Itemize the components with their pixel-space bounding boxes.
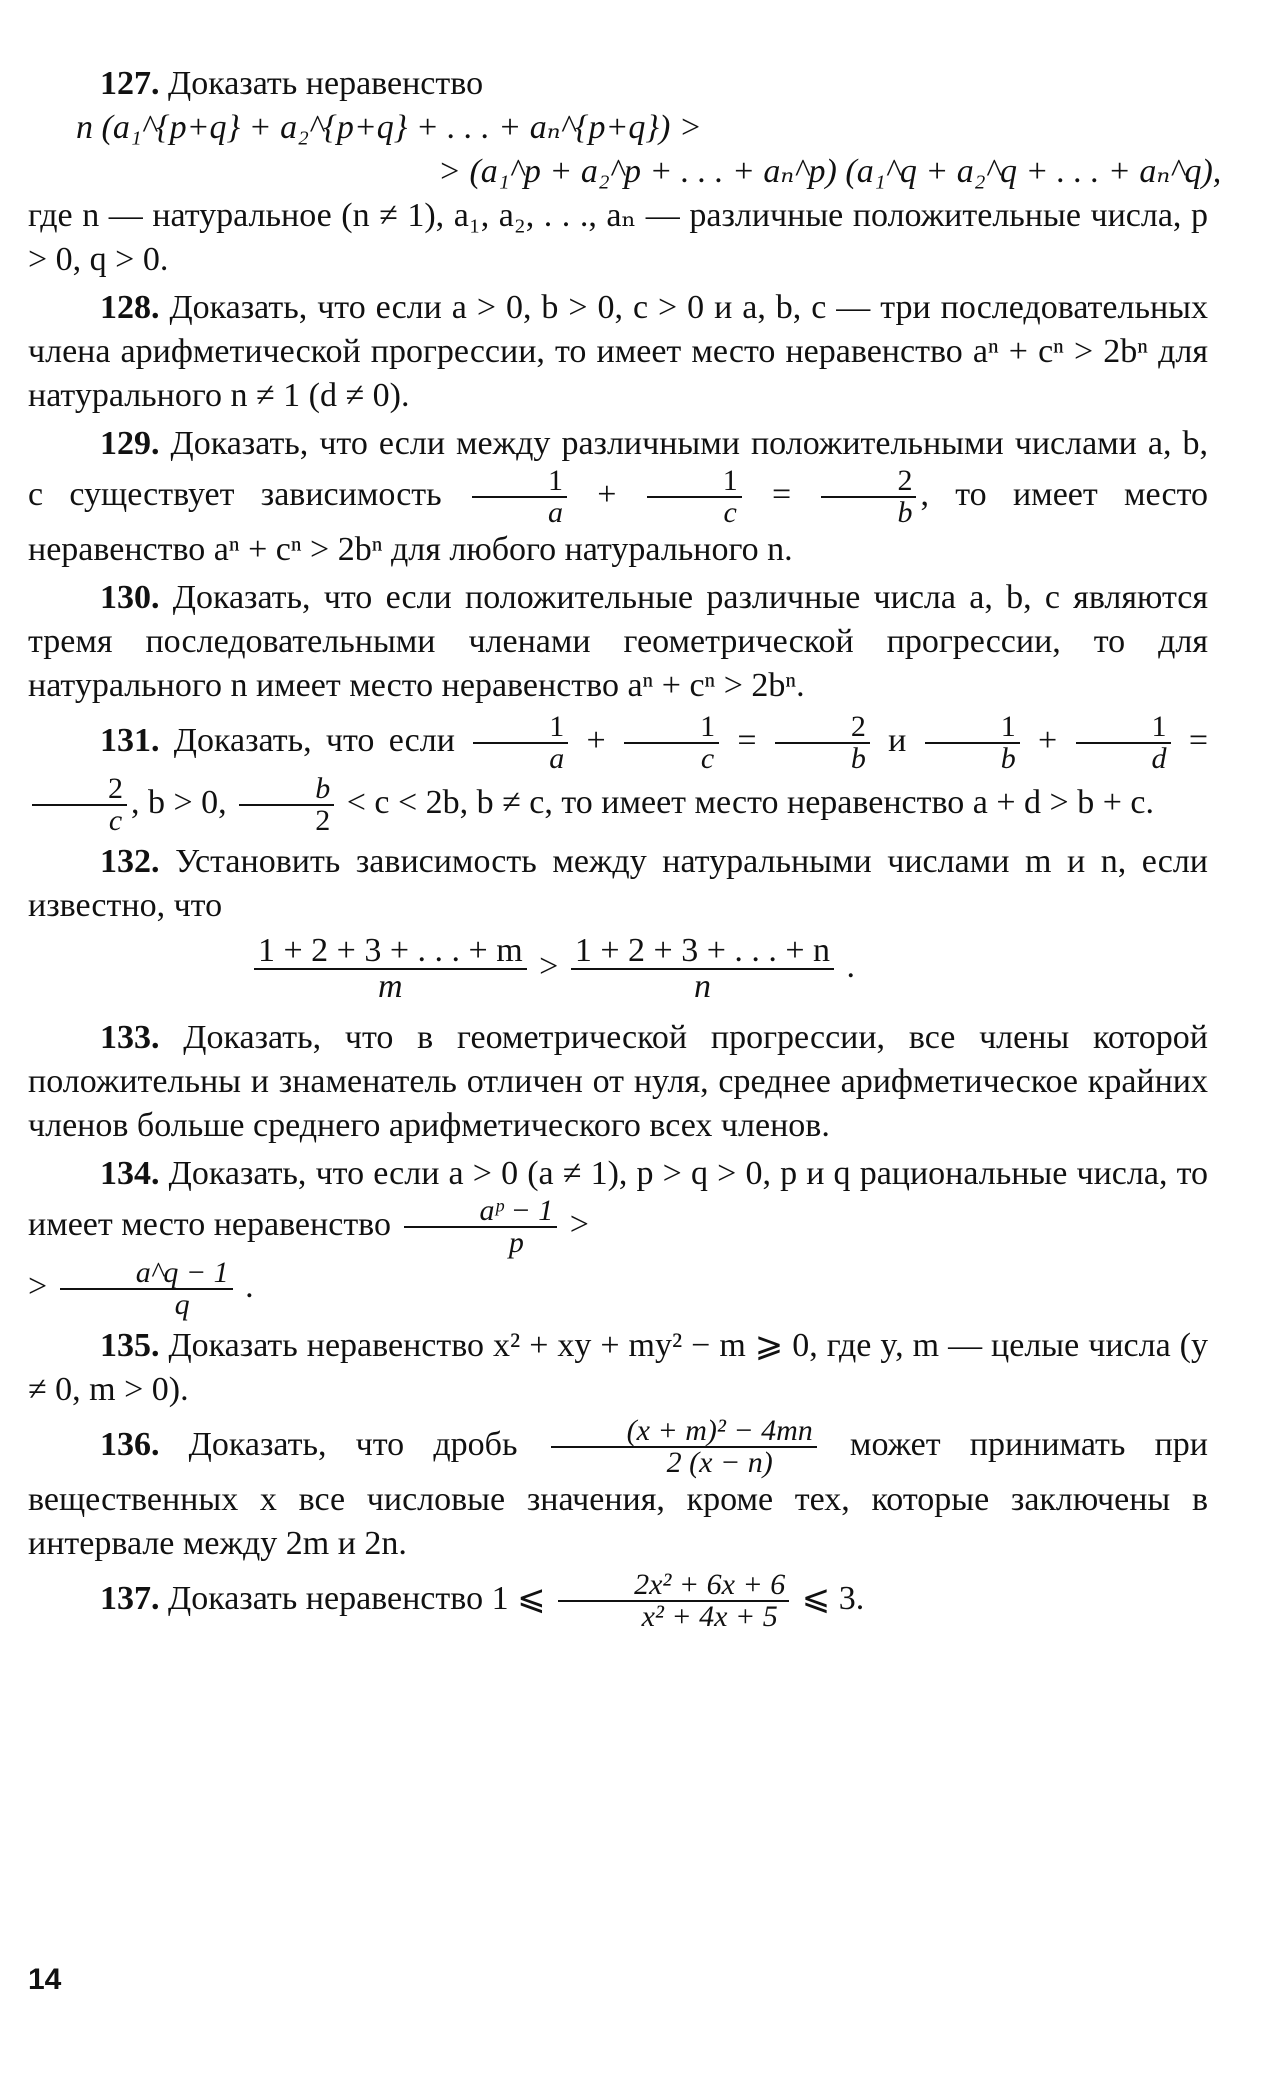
denominator: a bbox=[547, 496, 563, 529]
fraction bbox=[624, 712, 719, 774]
problem-text: Доказать, что если bbox=[159, 721, 470, 759]
problem-135 bbox=[28, 1324, 1208, 1412]
period: . bbox=[236, 1267, 254, 1305]
denominator: c bbox=[723, 496, 737, 529]
problem-text: Доказать неравенство 1 ⩽ bbox=[159, 1579, 555, 1617]
problem-number: 136. bbox=[100, 1425, 160, 1463]
denominator: b bbox=[850, 742, 866, 775]
problem-number: 137. bbox=[100, 1579, 160, 1617]
numerator: (x + m)² − 4mn bbox=[551, 1416, 817, 1448]
problem-number: 135. bbox=[100, 1327, 160, 1364]
problem-text: ⩽ 3. bbox=[793, 1579, 865, 1617]
operator: = bbox=[745, 475, 818, 513]
fraction bbox=[32, 774, 127, 836]
fraction bbox=[775, 712, 870, 774]
numerator: 2x² + 6x + 6 bbox=[558, 1570, 789, 1602]
numerator: 1 bbox=[647, 466, 742, 498]
problem-131: 131. Доказать, что если $\frac{1}{a}$ + $\frac{1}{c}$ = $\frac{2}{b}$ и $\frac{1}{b}$ + $\frac{1}{d}$ = $\frac{2}{c}$ , b > 0, $\frac{b}{2}$ < c < 2b, b ≠ c, то имеет место неравенство a + d > b + c. bbox=[28, 712, 1208, 836]
fraction-left bbox=[254, 934, 527, 1004]
problem-text: , то имеет место неравенство aⁿ + cⁿ > 2bⁿ для любого натурального n. bbox=[28, 475, 1208, 568]
denominator: c bbox=[700, 742, 715, 775]
fraction bbox=[239, 774, 334, 836]
problem-127-heading bbox=[28, 62, 1208, 106]
fraction bbox=[558, 1570, 789, 1632]
fraction bbox=[821, 466, 916, 528]
fraction bbox=[925, 712, 1020, 774]
fraction bbox=[404, 1196, 558, 1258]
page-number: 14 bbox=[28, 1963, 62, 1996]
numerator: 2 bbox=[821, 466, 916, 498]
problem-129 bbox=[28, 422, 1208, 572]
problem-text: Доказать, что если a > 0, b > 0, c > 0 и a, b, c — три последовательных члена арифметической прогрессии, то имеет место неравенство aⁿ + cⁿ > 2bⁿ для натурального n ≠ 1 (d ≠ 0). bbox=[28, 289, 1208, 414]
numerator: 1 + 2 + 3 + . . . + n bbox=[571, 934, 834, 970]
fraction bbox=[473, 712, 568, 774]
problem-number: 131. bbox=[100, 721, 160, 759]
condition: , b > 0, bbox=[131, 783, 227, 821]
problem-136 bbox=[28, 1416, 1208, 1566]
fraction bbox=[60, 1258, 233, 1320]
problem-134 bbox=[28, 1152, 1208, 1320]
problem-132-formula bbox=[28, 934, 1208, 1004]
operator: > bbox=[530, 947, 567, 985]
numerator: a^q − 1 bbox=[60, 1258, 233, 1290]
problem-number: 127. bbox=[100, 65, 160, 102]
fraction bbox=[472, 466, 567, 528]
problem-text: Доказать неравенство x² + xy + my² − m ⩾ 0, где y, m — целые числа (y ≠ 0, m > 0). bbox=[28, 1327, 1208, 1408]
numerator: 1 bbox=[1076, 712, 1171, 744]
operator: > bbox=[28, 1267, 56, 1305]
denominator: b bbox=[1000, 742, 1016, 775]
inequality-line-2: > (a₁^p + a₂^p + . . . + aₙ^p) (a₁^q + a₂^q + . . . + aₙ^q), bbox=[438, 153, 1222, 190]
problem-text: Доказать, что в геометрической прогрессии, все члены которой положительны и знаменатель отличен от нуля, среднее арифметическое крайних членов больше среднего арифметического всех членов. bbox=[28, 1019, 1208, 1144]
fraction-right bbox=[571, 934, 834, 1004]
fraction bbox=[647, 466, 742, 528]
problem-132 bbox=[28, 840, 1208, 928]
denominator: 2 (x − n) bbox=[666, 1446, 773, 1479]
problem-text: Доказать неравенство bbox=[159, 65, 484, 102]
denominator: m bbox=[378, 968, 403, 1005]
problem-text: Установить зависимость между натуральными числами m и n, если известно, что bbox=[28, 843, 1208, 924]
problem-number: 134. bbox=[100, 1155, 160, 1192]
problem-137 bbox=[28, 1570, 1208, 1632]
conjunction: и bbox=[873, 721, 921, 759]
numerator: b bbox=[239, 774, 334, 806]
inequality-line-1: n (a₁^{p+q} + a₂^{p+q} + . . . + aₙ^{p+q}) > bbox=[76, 109, 702, 146]
numerator: 1 bbox=[624, 712, 719, 744]
denominator: p bbox=[508, 1226, 524, 1259]
problem-128 bbox=[28, 286, 1208, 418]
period: . bbox=[838, 947, 856, 985]
problem-number: 133. bbox=[100, 1019, 160, 1056]
problem-text: Доказать, что если положительные различные числа a, b, c являются тремя последовательными членами геометрической прогрессии, то для натурального n имеет место неравенство aⁿ + cⁿ > 2bⁿ. bbox=[28, 579, 1208, 704]
problem-text: Доказать, что если a > 0 (a ≠ 1), p > q > 0, p и q рациональные числа, то имеет место неравенство bbox=[28, 1155, 1208, 1243]
denominator: c bbox=[108, 804, 123, 837]
fraction bbox=[1076, 712, 1171, 774]
problem-text: Доказать, что если между различными положительными числами a, b, c существует зависимость bbox=[28, 425, 1208, 513]
numerator: 2 bbox=[775, 712, 870, 744]
problem-127-conditions: где n — натуральное (n ≠ 1), a₁, a₂, . . ., aₙ — различные положительные числа, p > 0, q > 0. bbox=[28, 197, 1208, 278]
problem-number: 128. bbox=[100, 289, 160, 326]
numerator: 1 bbox=[473, 712, 568, 744]
numerator: 1 bbox=[925, 712, 1020, 744]
problem-text: < c < 2b, b ≠ c, то имеет место неравенство a + d > b + c. bbox=[338, 783, 1154, 821]
denominator: 2 bbox=[315, 804, 331, 837]
denominator: d bbox=[1151, 742, 1167, 775]
denominator: x² + 4x + 5 bbox=[641, 1600, 778, 1633]
problem-text: может принимать при вещественных x все числовые значения, кроме тех, которые заключены в интервале между 2m и 2n. bbox=[28, 1425, 1208, 1562]
numerator: aᵖ − 1 bbox=[404, 1196, 558, 1228]
problem-text: Доказать, что дробь bbox=[159, 1425, 547, 1463]
fraction bbox=[551, 1416, 817, 1478]
numerator: 1 + 2 + 3 + . . . + m bbox=[254, 934, 527, 970]
operator: > bbox=[561, 1205, 589, 1243]
problem-number: 132. bbox=[100, 843, 160, 880]
denominator: q bbox=[174, 1288, 190, 1321]
problem-number: 129. bbox=[100, 425, 160, 462]
denominator: n bbox=[693, 968, 711, 1005]
problem-130 bbox=[28, 576, 1208, 708]
operator: + bbox=[570, 475, 643, 513]
denominator: b bbox=[897, 496, 913, 529]
numerator: 2 bbox=[32, 774, 127, 806]
problem-133 bbox=[28, 1016, 1208, 1148]
problem-number: 130. bbox=[100, 579, 160, 616]
numerator: 1 bbox=[472, 466, 567, 498]
denominator: a bbox=[549, 742, 565, 775]
